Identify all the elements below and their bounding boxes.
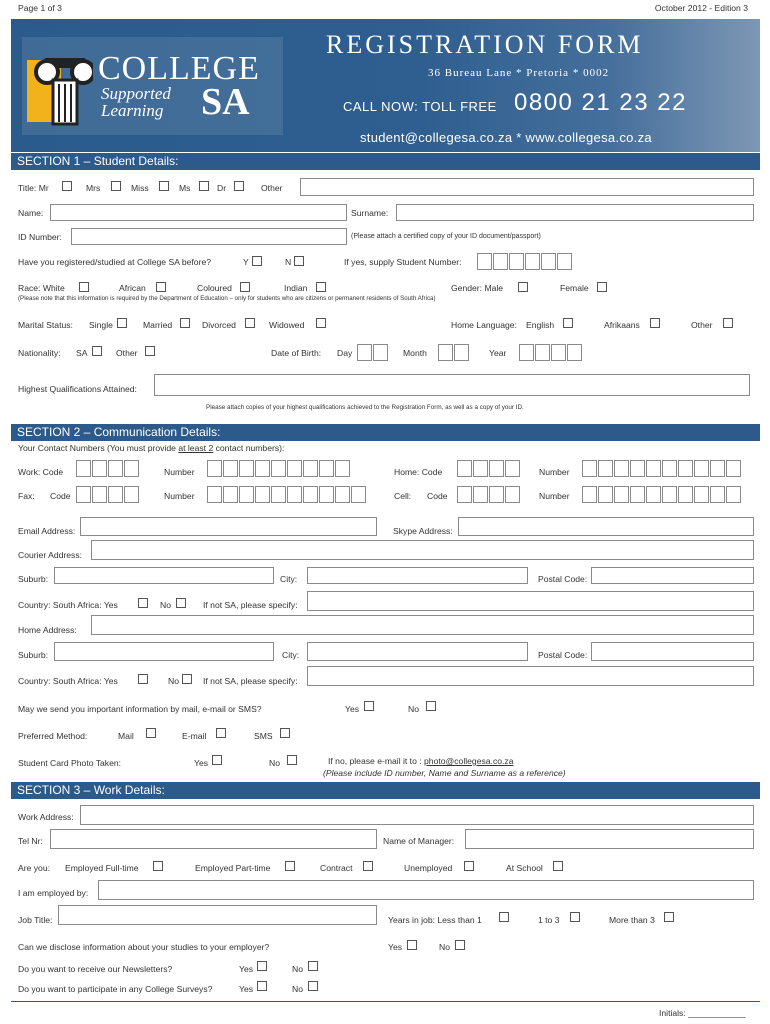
are-you-label: Are you: [18,863,51,873]
cell-number-label: Number [539,491,570,501]
section3-header: SECTION 3 – Work Details: [11,782,760,799]
courier-suburb-label: Suburb: [18,574,49,584]
logo-learning: Learning [101,101,164,120]
photo-no-checkbox[interactable] [287,755,297,765]
years-more-than-3-checkbox[interactable] [664,912,674,922]
home-country-no-checkbox[interactable] [182,674,192,684]
pref-mail-checkbox[interactable] [146,728,156,738]
newsletter-no-checkbox[interactable] [308,961,318,971]
email-label: Email Address: [18,526,76,536]
home-postal-label: Postal Code: [538,650,588,660]
language-afrikaans-label: Afrikaans [604,320,640,330]
race-coloured-checkbox[interactable] [240,282,250,292]
courier-address-label: Courier Address: [18,550,83,560]
employed-fulltime-checkbox[interactable] [153,861,163,871]
fax-number-boxes[interactable] [207,486,367,503]
race-indian-label: Indian [284,283,308,293]
gender-female-label: Female [560,283,589,293]
name-field[interactable] [50,204,347,221]
photo-email-link[interactable]: photo@collegesa.co.za [424,756,514,766]
fax-code-boxes[interactable] [76,486,140,503]
newsletter-yes-checkbox[interactable] [257,961,267,971]
pref-sms-label: SMS [254,731,273,741]
fax-code-label: Code [50,491,71,501]
home-country-field[interactable] [307,666,754,686]
photo-reference-note: (Please include ID number, Name and Surname as a reference) [323,768,566,778]
home-city-field[interactable] [307,642,528,661]
marital-widowed-checkbox[interactable] [316,318,326,328]
work-address-label: Work Address: [18,812,74,822]
nationality-sa-checkbox[interactable] [92,346,102,356]
tel-nr-field[interactable] [50,829,377,849]
courier-country-label: Country: South Africa: Yes [18,600,118,610]
title-miss-checkbox[interactable] [159,181,169,191]
pref-email-label: E-mail [182,731,207,741]
newsletter-yes-label: Yes [239,964,254,974]
courier-country-yes-checkbox[interactable] [138,598,148,608]
courier-city-label: City: [280,574,298,584]
survey-yes-label: Yes [239,984,254,994]
survey-no-label: No [292,984,303,994]
registered-question: Have you registered/studied at College SA before? [18,257,212,267]
courier-city-field[interactable] [307,567,528,584]
photo-no-label: No [269,758,280,768]
contact-numbers-subtitle [18,443,284,453]
race-white-checkbox[interactable] [79,282,89,292]
photo-note [328,756,513,766]
disclose-question: Can we disclose information about your studies to your employer? [18,942,270,952]
cell-code-boxes[interactable] [457,486,521,503]
id-number-label: ID Number: [18,232,62,242]
dob-day-label: Day [337,348,353,358]
unemployed-checkbox[interactable] [464,861,474,871]
disclose-no-label: No [439,942,450,952]
title-ms-label: Ms [179,183,191,193]
employed-parttime-label: Employed Part-time [195,863,271,873]
dob-month-boxes[interactable] [438,344,470,361]
work-number-label: Number [164,467,195,477]
dob-month-label: Month [403,348,427,358]
language-english-label: English [526,320,555,330]
student-number-label: If yes, supply Student Number: [344,257,462,267]
survey-question: Do you want to participate in any College Surveys? [18,984,213,994]
courier-country-no-checkbox[interactable] [176,598,186,608]
tel-nr-label: Tel Nr: [18,836,43,846]
qualification-note: Please attach copies of your highest qualifications achieved to the Registration Form, as well as a copy of your ID. [206,404,524,411]
work-code-boxes[interactable] [76,460,140,477]
dob-year-label: Year [489,348,507,358]
nationality-label: Nationality: [18,348,61,358]
contact-subtitle-emphasis: at least 2 [178,443,214,453]
manager-field[interactable] [465,829,754,849]
marital-married-label: Married [143,320,173,330]
home-country-label: Country: South Africa: Yes [18,676,118,686]
registered-yes-label: Y [243,257,249,267]
mail-consent-no-label: No [408,704,419,714]
at-school-checkbox[interactable] [553,861,563,871]
photo-yes-checkbox[interactable] [212,755,222,765]
photo-note-text: If no, please e-mail it to : [328,756,425,766]
courier-suburb-field[interactable] [54,567,274,584]
pref-mail-label: Mail [118,731,134,741]
nationality-other-label: Other [116,348,138,358]
mail-consent-yes-checkbox[interactable] [364,701,374,711]
title-mrs-checkbox[interactable] [111,181,121,191]
mail-consent-question: May we send you important information by mail, e-mail or SMS? [18,704,262,714]
job-title-field[interactable] [58,905,377,925]
survey-yes-checkbox[interactable] [257,981,267,991]
marital-single-checkbox[interactable] [117,318,127,328]
employed-parttime-checkbox[interactable] [285,861,295,871]
cell-code-label: Code [427,491,448,501]
id-number-field[interactable] [71,228,347,245]
marital-divorced-label: Divorced [202,320,236,330]
years-less-than-1-checkbox[interactable] [499,912,509,922]
section2-header: SECTION 2 – Communication Details: [11,424,760,441]
courier-postal-field[interactable] [591,567,754,584]
title-label: Title: Mr [18,183,49,193]
title-miss-label: Miss [131,183,149,193]
surname-label: Surname: [351,208,389,218]
courier-country-field[interactable] [307,591,754,611]
fax-label: Fax: [18,491,35,501]
work-number-boxes[interactable] [207,460,351,477]
dob-label: Date of Birth: [271,348,322,358]
dob-day-boxes[interactable] [357,344,389,361]
disclose-no-checkbox[interactable] [455,940,465,950]
gender-female-checkbox[interactable] [597,282,607,292]
marital-married-checkbox[interactable] [180,318,190,328]
home-country-no-label: No [168,676,179,686]
title-other-label: Other [261,183,283,193]
nationality-sa-label: SA [76,348,88,358]
marital-label: Marital Status: [18,320,73,330]
home-postal-field[interactable] [591,642,754,661]
photo-yes-label: Yes [194,758,209,768]
edition-label: October 2012 - Edition 3 [654,3,748,13]
surname-field[interactable] [396,204,754,221]
initials-field[interactable]: Initials: ____________ [659,1008,746,1018]
work-address-field[interactable] [80,805,754,825]
pref-email-checkbox[interactable] [216,728,226,738]
section1-header: SECTION 1 – Student Details: [11,153,760,170]
years-more-than-3-label: More than 3 [609,915,655,925]
unemployed-label: Unemployed [404,863,453,873]
home-address-field[interactable] [91,615,754,635]
qualification-field[interactable] [154,374,750,396]
form-title: REGISTRATION FORM [326,30,644,59]
logo-supported: Supported [101,84,171,103]
race-african-checkbox[interactable] [156,282,166,292]
id-note: (Please attach a certified copy of your ID document/passport) [351,233,541,240]
student-number-boxes[interactable] [477,253,573,270]
courier-postal-label: Postal Code: [538,574,588,584]
years-in-job-label: Years in job: Less than 1 [388,915,482,925]
language-other-checkbox[interactable] [723,318,733,328]
cell-label: Cell: [394,491,412,501]
pref-sms-checkbox[interactable] [280,728,290,738]
employed-by-label: I am employed by: [18,888,89,898]
home-not-sa-label: If not SA, please specify: [203,676,298,686]
home-code-label: Home: Code [394,467,443,477]
race-african-label: African [119,283,146,293]
column-logo-icon [25,50,93,128]
footer-rule [11,1001,760,1002]
contact-subtitle-c: contact numbers): [213,443,285,453]
title-mrs-label: Mrs [86,183,101,193]
newsletter-no-label: No [292,964,303,974]
years-1-to-3-label: 1 to 3 [538,915,560,925]
gender-label: Gender: Male [451,283,504,293]
nationality-other-checkbox[interactable] [145,346,155,356]
header-address: 36 Bureau Lane * Pretoria * 0002 [428,67,610,79]
race-note: (Please note that this information is required by the Department of Education – only for students who are citizens or permanent residents of South Africa) [18,295,436,302]
newsletter-question: Do you want to receive our Newsletters? [18,964,173,974]
home-country-yes-checkbox[interactable] [138,674,148,684]
cell-number-boxes[interactable] [582,486,742,503]
courier-not-sa-label: If not SA, please specify: [203,600,298,610]
employed-fulltime-label: Employed Full-time [65,863,139,873]
manager-label: Name of Manager: [383,836,455,846]
title-other-field[interactable] [300,178,754,196]
marital-single-label: Single [89,320,113,330]
registered-yes-checkbox[interactable] [252,256,262,266]
toll-free-number: 0800 21 23 22 [514,89,687,116]
years-1-to-3-checkbox[interactable] [570,912,580,922]
name-label: Name: [18,208,44,218]
race-indian-checkbox[interactable] [316,282,326,292]
language-english-checkbox[interactable] [563,318,573,328]
dob-year-boxes[interactable] [519,344,583,361]
call-label: CALL NOW: TOLL FREE [343,99,497,114]
race-coloured-label: Coloured [197,283,232,293]
courier-country-no-label: No [160,600,171,610]
contract-checkbox[interactable] [363,861,373,871]
courier-address-field[interactable] [91,540,754,560]
title-mr-checkbox[interactable] [62,181,72,191]
home-number-boxes[interactable] [582,460,742,477]
survey-no-checkbox[interactable] [308,981,318,991]
home-city-label: City: [282,650,300,660]
header-contact: student@collegesa.co.za * www.collegesa.co.za [360,130,652,145]
mail-consent-no-checkbox[interactable] [426,701,436,711]
title-ms-checkbox[interactable] [199,181,209,191]
home-address-label: Home Address: [18,625,77,635]
language-other-label: Other [691,320,713,330]
skype-field[interactable] [458,517,754,536]
job-title-label: Job Title: [18,915,53,925]
qualification-label: Highest Qualifications Attained: [18,384,137,394]
registered-no-checkbox[interactable] [294,256,304,266]
disclose-yes-checkbox[interactable] [407,940,417,950]
home-number-label: Number [539,467,570,477]
at-school-label: At School [506,863,543,873]
skype-label: Skype Address: [393,526,453,536]
page-number: Page 1 of 3 [18,3,62,13]
registered-no-label: N [285,257,292,267]
gender-male-checkbox[interactable] [518,282,528,292]
title-dr-label: Dr [217,183,227,193]
work-code-label: Work: Code [18,467,64,477]
logo-sa: SA [201,81,250,123]
contact-subtitle-a: Your Contact Numbers (You must provide [18,443,179,453]
home-code-boxes[interactable] [457,460,521,477]
preferred-method-label: Preferred Method: [18,731,88,741]
home-suburb-field[interactable] [54,642,274,661]
title-dr-checkbox[interactable] [234,181,244,191]
race-label: Race: White [18,283,65,293]
contract-label: Contract [320,863,353,873]
marital-divorced-checkbox[interactable] [245,318,255,328]
home-suburb-label: Suburb: [18,650,49,660]
disclose-yes-label: Yes [388,942,403,952]
logo-college: COLLEGE [98,50,260,87]
email-field[interactable] [80,517,377,536]
fax-number-label: Number [164,491,195,501]
language-afrikaans-checkbox[interactable] [650,318,660,328]
home-language-label: Home Language: [451,320,517,330]
photo-taken-label: Student Card Photo Taken: [18,758,122,768]
employed-by-field[interactable] [98,880,754,900]
marital-widowed-label: Widowed [269,320,305,330]
mail-consent-yes-label: Yes [345,704,360,714]
